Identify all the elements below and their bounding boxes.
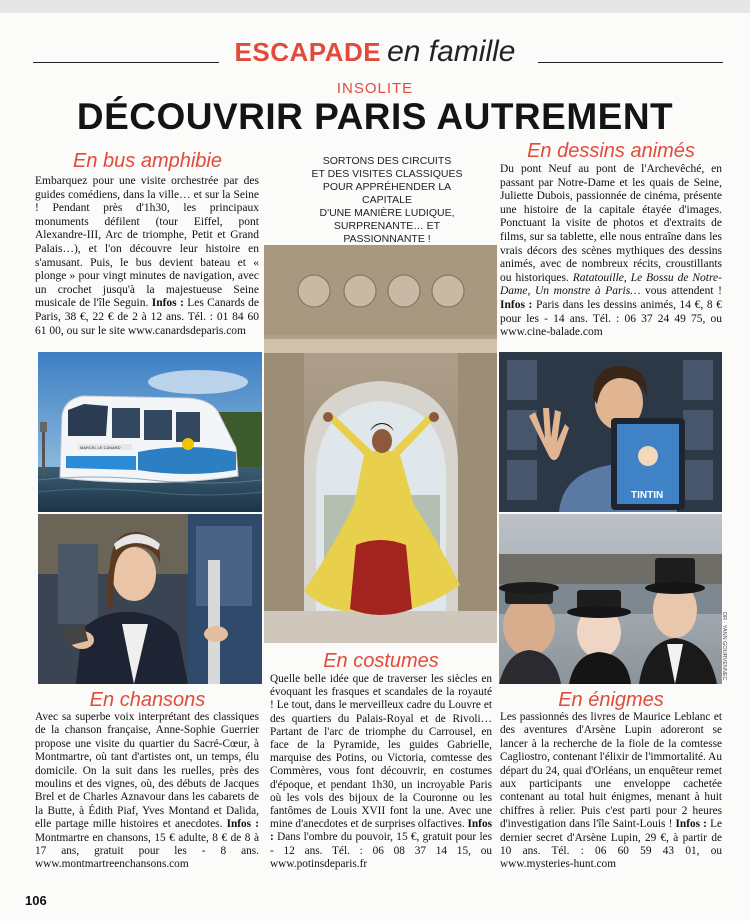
- costumes-text: Quelle belle idée que de traverser les siècles en évoquant les frasques et scandales de la royauté ! Le tout, dans le merveilleux cadre du Louvre et des quartiers du Palais-Royal et de Rivoli… Partant de l'arc de triomphe du Carrousel, en face de la Pyramide, les guides Gabrielle, marquise des Potins, ou Victoria, comtesse des Commères, vous font découvrir, en costumes d'époque, et pendant 1h30, un incroyable Paris où les vols des bijoux de la Couronne ou les fantômes de Louis XVII font la une. Avec une mine d'anecdotes et de surprises olfactives.: [270, 673, 492, 831]
- section-title-costumes: En costumes: [323, 650, 439, 672]
- photo-costume-guide: [264, 245, 497, 643]
- top-strip: [0, 0, 750, 13]
- bus-infos-label: Infos :: [151, 297, 184, 310]
- chansons-infos-label: Infos :: [226, 818, 259, 831]
- section-body-enigmes: [500, 711, 722, 872]
- section-title-dessins: En dessins animés: [527, 140, 695, 162]
- intro-line-5: SURPRENANTE… ET PASSIONNANTE !: [333, 220, 441, 245]
- section-title-enigmes: En énigmes: [558, 689, 664, 711]
- costumes-infos-label: Infos :: [270, 818, 492, 844]
- kicker: INSOLITE: [336, 80, 414, 97]
- intro-block: [300, 155, 474, 259]
- rubric-sub: en famille: [387, 35, 516, 68]
- chansons-text: Avec sa superbe voix interprétant des classiques de la chanson française, Anne-Sophie Guerrier propose une visite du quartier du Sacré-Cœur, à Montmartre, où tant d'artistes ont, un temps, élu domicile. On la suit dans les ruelles, près des moulins et des vignes, où, des débuts de Jacques Brel et de Charles Aznavour dans les cabarets de la Butte, à Édith Piaf, Yves Montand et Dalida, elle partage mille histoires et anecdotes.: [35, 711, 259, 831]
- photo-singer: [38, 514, 262, 684]
- photo-credit: DR · YANN GOURVENNEC: [721, 612, 727, 681]
- section-title-bus: En bus amphibie: [73, 150, 222, 172]
- headline: DÉCOUVRIR PARIS AUTREMENT: [76, 96, 674, 137]
- dessins-infos-label: Infos :: [500, 298, 533, 311]
- section-body-dessins: [500, 163, 722, 340]
- bus-infos: Les Canards de Paris, 38 €, 22 € de 2 à 12 ans. Tél. : 01 84 60 61 00, ou sur le site www.canardsdeparis.com: [35, 297, 260, 337]
- page-number: 106: [25, 893, 47, 908]
- photo-lupin-players: [499, 514, 722, 684]
- section-title-chansons: En chansons: [89, 689, 206, 711]
- section-body-chansons: [35, 711, 259, 872]
- rubric-main: ESCAPADE: [234, 37, 382, 67]
- dessins-text-end: vous attendent !: [645, 285, 722, 298]
- intro-line-4: D'UNE MANIÈRE LUDIQUE,: [319, 207, 455, 219]
- chansons-infos: Montmartre en chansons, 15 € adulte, 8 € de 8 à 17 ans, gratuit pour les - 8 ans. www.montmartreenchansons.com: [35, 831, 259, 871]
- enigmes-infos-label: Infos :: [675, 818, 707, 831]
- section-body-bus: [35, 175, 259, 338]
- enigmes-infos: Le dernier secret d'Arsène Lupin, 29 €, à partir de 10 ans. Tél. : 06 60 59 43 01, ou www.mysteries-hunt.com: [500, 818, 723, 871]
- intro-line-3: POUR APPRÉHENDER LA CAPITALE: [322, 181, 452, 206]
- photo-tablet-guide: [499, 352, 722, 512]
- section-body-costumes: [270, 673, 492, 871]
- dessins-films: Ratatouille, Le Bossu de Notre-Dame, Un monstre à Paris…: [500, 271, 722, 298]
- enigmes-text: Les passionnés des livres de Maurice Leblanc et des aventures d'Arsène Lupin adoreront se lancer à la recherche de la fiole de la comtesse Cagliostro, contenant l'élixir de l'immortalité. Au départ du 24, quai d'Orléans, un enquêteur remet aux participants une enveloppe cachetée contenant au total huit énigmes, menant à huit chiffres à relier. Puis c'est parti pour 2 heures d'investigation dans l'île Saint-Louis !: [500, 711, 722, 831]
- bus-sign-text: MARCEL LE CANARD: [80, 445, 121, 450]
- tablet-title-text: TINTIN: [631, 490, 664, 501]
- intro-line-1: SORTONS DES CIRCUITS: [322, 155, 452, 167]
- photo-amphibious-bus: [38, 352, 262, 512]
- dessins-text: Du pont Neuf au pont de l'Archevêché, en passant par Notre-Dame et les quais de Seine, Juliette Dubois, passionnée de cinéma, présente une histoire de la capitale étayée d'images. Ponctuant la visite de photos et d'extraits de films, sur sa tablette, elle nous entraîne dans les vrais décors des scènes mythiques des dessins animés, avec de nombreux récits, croustillants ou historiques.: [500, 163, 722, 284]
- rubric: [0, 30, 750, 79]
- bus-text: Embarquez pour une visite orchestrée par des guides comédiens, dans la ville… et sur la Seine ! Pendant près d'1h30, les principaux monuments défilent (tour Eiffel, pont Alexandre-III, Arc de triomphe, Petit et Grand Palais…), et l'on découvre leur histoire en s'amusant. Puis, le bus devient bateau et « plonge » pour vingt minutes de navigation, avec un crochet jusqu'à la majestueuse Seine musicale de l'île Seguin.: [35, 175, 259, 310]
- dessins-infos: Paris dans les dessins animés, 14 €, 8 € pour les - 14 ans. Tél. : 06 37 24 49 75, ou www.cine-balade.com: [500, 298, 723, 339]
- costumes-infos: Dans l'ombre du pouvoir, 15 €, gratuit pour les - 12 ans. Tél. : 06 08 37 14 15, ou www.potinsdeparis.fr: [270, 831, 492, 870]
- intro-line-2: ET DES VISITES CLASSIQUES: [311, 168, 463, 180]
